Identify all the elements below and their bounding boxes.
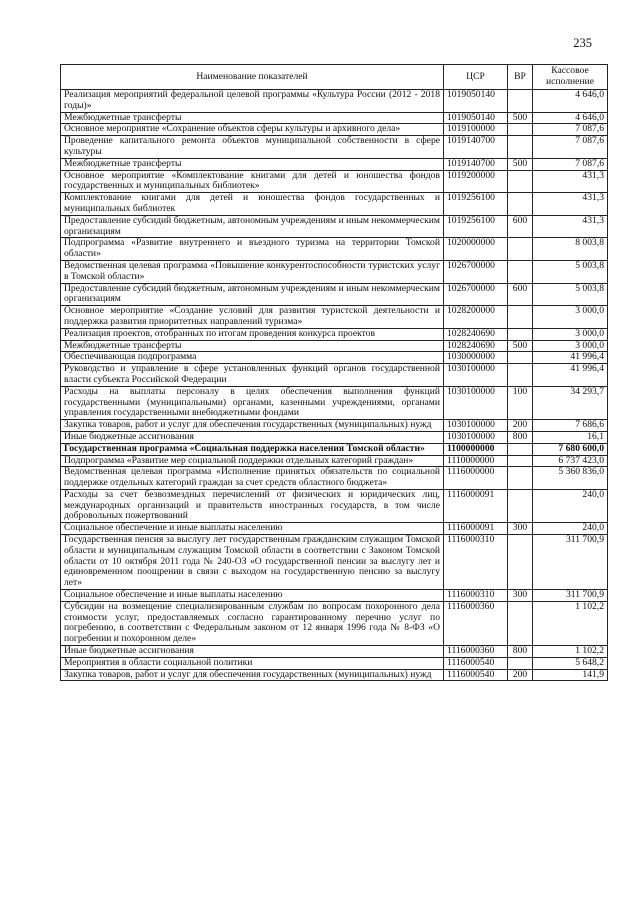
row-amount-cell: 5 648,2 (533, 657, 608, 669)
row-vr-cell (508, 328, 533, 340)
table-header (61, 65, 608, 90)
table-row (61, 340, 608, 352)
table-row (61, 283, 608, 306)
row-amount-cell: 311 700,9 (533, 590, 608, 602)
row-vr-cell (508, 657, 533, 669)
row-vr-cell: 100 (508, 386, 533, 419)
row-csr-cell: 1116000091 (444, 523, 508, 535)
table-body (61, 90, 608, 681)
row-amount-cell: 240,0 (533, 523, 608, 535)
row-csr-cell: 1028200000 (444, 306, 508, 329)
row-amount-cell: 4 646,0 (533, 90, 608, 113)
table-row (61, 443, 608, 455)
table-row (61, 328, 608, 340)
row-amount-cell: 141,9 (533, 669, 608, 681)
row-csr-cell: 1116000540 (444, 669, 508, 681)
row-amount-cell: 240,0 (533, 489, 608, 522)
row-vr-cell: 200 (508, 669, 533, 681)
row-csr-cell: 1019140700 (444, 158, 508, 170)
row-vr-cell (508, 443, 533, 455)
row-vr-cell (508, 467, 533, 490)
row-name-cell: Основное мероприятие «Сохранение объектов сферы культуры и архивного дела» (61, 124, 444, 136)
row-vr-cell (508, 535, 533, 590)
row-csr-cell: 1026700000 (444, 260, 508, 283)
page-number: 235 (573, 36, 592, 50)
table-row (61, 523, 608, 535)
row-vr-cell (508, 601, 533, 645)
row-amount-cell: 431,3 (533, 193, 608, 216)
row-amount-cell: 1 102,2 (533, 601, 608, 645)
row-csr-cell: 1028240690 (444, 340, 508, 352)
row-name-cell: Подпрограмма «Развитие внутреннего и въездного туризма на территории Томской области» (61, 238, 444, 261)
row-name-cell: Реализация проектов, отобранных по итогам проведения конкурса проектов (61, 328, 444, 340)
row-name-cell: Межбюджетные трансферты (61, 158, 444, 170)
row-name-cell: Комплектование книгами для детей и юношества фондов государственных и муниципальных библиотек (61, 193, 444, 216)
row-amount-cell: 8 003,8 (533, 238, 608, 261)
table-row (61, 590, 608, 602)
row-name-cell: Социальное обеспечение и иные выплаты населению (61, 523, 444, 535)
row-name-cell: Иные бюджетные ассигнования (61, 646, 444, 658)
row-csr-cell: 1116000540 (444, 657, 508, 669)
row-name-cell: Проведение капитального ремонта объектов муниципальной собственности в сфере культуры (61, 136, 444, 159)
row-csr-cell: 1019050140 (444, 90, 508, 113)
row-name-cell: Предоставление субсидий бюджетным, автономным учреждениям и иным некоммерческим организациям (61, 283, 444, 306)
row-name-cell: Подпрограмма «Развитие мер социальной поддержки отдельных категорий граждан» (61, 455, 444, 467)
row-vr-cell: 300 (508, 523, 533, 535)
row-name-cell: Основное мероприятие «Создание условий для развития туристской деятельности и поддержка развития приоритетных направлений туризма» (61, 306, 444, 329)
row-amount-cell: 1 102,2 (533, 646, 608, 658)
table-row (61, 112, 608, 124)
row-name-cell: Закупка товаров, работ и услуг для обеспечения государственных (муниципальных) нужд (61, 420, 444, 432)
table-row (61, 657, 608, 669)
row-name-cell: Межбюджетные трансферты (61, 340, 444, 352)
row-vr-cell (508, 306, 533, 329)
row-amount-cell: 7 087,6 (533, 124, 608, 136)
row-vr-cell (508, 90, 533, 113)
table-row (61, 170, 608, 193)
row-name-cell: Предоставление субсидий бюджетным, автономным учреждениям и иным некоммерческим организациям (61, 215, 444, 238)
table-row (61, 364, 608, 387)
table-row (61, 158, 608, 170)
row-vr-cell (508, 489, 533, 522)
table-row (61, 669, 608, 681)
row-amount-cell: 3 000,0 (533, 306, 608, 329)
table-row (61, 193, 608, 216)
row-amount-cell: 16,1 (533, 431, 608, 443)
table-row (61, 646, 608, 658)
row-name-cell: Расходы за счет безвозмездных перечислений от физических и юридических лиц, международных организаций и правительств иностранных государств, в том числе добровольных пожертвований (61, 489, 444, 522)
row-csr-cell: 1100000000 (444, 443, 508, 455)
row-csr-cell: 1116000310 (444, 590, 508, 602)
row-vr-cell: 500 (508, 158, 533, 170)
row-vr-cell (508, 124, 533, 136)
table-row (61, 238, 608, 261)
row-vr-cell (508, 193, 533, 216)
table-row (61, 90, 608, 113)
row-vr-cell: 800 (508, 646, 533, 658)
row-amount-cell: 7 686,6 (533, 420, 608, 432)
table-row (61, 124, 608, 136)
row-amount-cell: 34 293,7 (533, 386, 608, 419)
row-vr-cell (508, 364, 533, 387)
header-name: Наименование показателей (61, 65, 444, 90)
table-row (61, 601, 608, 645)
row-vr-cell (508, 455, 533, 467)
row-csr-cell: 1030100000 (444, 420, 508, 432)
row-csr-cell: 1030100000 (444, 386, 508, 419)
row-name-cell: Социальное обеспечение и иные выплаты населению (61, 590, 444, 602)
row-name-cell: Реализация мероприятий федеральной целевой программы «Культура России (2012 - 2018 годы)» (61, 90, 444, 113)
row-csr-cell: 1019200000 (444, 170, 508, 193)
row-csr-cell: 1116000360 (444, 646, 508, 658)
row-amount-cell: 3 000,0 (533, 340, 608, 352)
row-csr-cell: 1020000000 (444, 238, 508, 261)
row-vr-cell: 500 (508, 340, 533, 352)
row-amount-cell: 431,3 (533, 170, 608, 193)
row-csr-cell: 1116000000 (444, 467, 508, 490)
table-row (61, 467, 608, 490)
row-csr-cell: 1116000310 (444, 535, 508, 590)
row-name-cell: Межбюджетные трансферты (61, 112, 444, 124)
table-row (61, 489, 608, 522)
row-csr-cell: 1019256100 (444, 193, 508, 216)
header-vr: ВР (508, 65, 533, 90)
table-row (61, 386, 608, 419)
row-vr-cell (508, 170, 533, 193)
row-vr-cell (508, 352, 533, 364)
row-amount-cell: 4 646,0 (533, 112, 608, 124)
row-amount-cell: 5 003,8 (533, 283, 608, 306)
header-amount: Кассовое исполнение (533, 65, 608, 90)
row-amount-cell: 5 360 836,0 (533, 467, 608, 490)
row-name-cell: Расходы на выплаты персоналу в целях обеспечения выполнения функций государственными (муниципальными) органами, казенными учреждениями, органами управления государственными внебюджетными фондами (61, 386, 444, 419)
row-csr-cell: 1028240690 (444, 328, 508, 340)
row-name-cell: Государственная пенсия за выслугу лет государственным гражданским служащим Томской области и муниципальным служащим Томской области в соответствии с Законом Томской области от 10 октября 2011 года № 240-ОЗ «О государственной пенсии за выслугу лет и единовременном поощрении в связи с выходом на государственную пенсию за выслугу лет» (61, 535, 444, 590)
table-row (61, 306, 608, 329)
row-vr-cell: 800 (508, 431, 533, 443)
table-row (61, 455, 608, 467)
header-row (61, 65, 608, 90)
row-csr-cell: 1116000360 (444, 601, 508, 645)
row-vr-cell: 600 (508, 215, 533, 238)
table-row (61, 535, 608, 590)
row-csr-cell: 1110000000 (444, 455, 508, 467)
row-amount-cell: 41 996,4 (533, 352, 608, 364)
row-csr-cell: 1026700000 (444, 283, 508, 306)
row-name-cell: Обеспечивающая подпрограмма (61, 352, 444, 364)
row-csr-cell: 1030100000 (444, 364, 508, 387)
row-name-cell: Руководство и управление в сфере установленных функций органов государственной власти субъекта Российской Федерации (61, 364, 444, 387)
row-name-cell: Государственная программа «Социальная поддержка населения Томской области» (61, 443, 444, 455)
row-vr-cell (508, 136, 533, 159)
row-name-cell: Мероприятия в области социальной политики (61, 657, 444, 669)
budget-table (60, 64, 608, 681)
row-vr-cell: 500 (508, 112, 533, 124)
row-amount-cell: 6 737 423,0 (533, 455, 608, 467)
row-vr-cell: 300 (508, 590, 533, 602)
row-name-cell: Основное мероприятие «Комплектование книгами для детей и юношества фондов государственных и муниципальных библиотек» (61, 170, 444, 193)
table-row (61, 431, 608, 443)
row-name-cell: Иные бюджетные ассигнования (61, 431, 444, 443)
table-row (61, 352, 608, 364)
row-vr-cell: 200 (508, 420, 533, 432)
row-amount-cell: 311 700,9 (533, 535, 608, 590)
row-vr-cell (508, 238, 533, 261)
row-name-cell: Ведомственная целевая программа «Повышение конкурентоспособности туристских услуг в Томской области» (61, 260, 444, 283)
row-csr-cell: 1019050140 (444, 112, 508, 124)
row-amount-cell: 3 000,0 (533, 328, 608, 340)
row-csr-cell: 1030000000 (444, 352, 508, 364)
row-vr-cell (508, 260, 533, 283)
table-row (61, 136, 608, 159)
row-amount-cell: 7 087,6 (533, 136, 608, 159)
header-csr: ЦСР (444, 65, 508, 90)
row-csr-cell: 1030100000 (444, 431, 508, 443)
row-csr-cell: 1019100000 (444, 124, 508, 136)
row-csr-cell: 1019140700 (444, 136, 508, 159)
row-amount-cell: 431,3 (533, 215, 608, 238)
row-name-cell: Закупка товаров, работ и услуг для обеспечения государственных (муниципальных) нужд (61, 669, 444, 681)
row-amount-cell: 41 996,4 (533, 364, 608, 387)
row-amount-cell: 5 003,8 (533, 260, 608, 283)
table-row (61, 420, 608, 432)
table-row (61, 260, 608, 283)
row-amount-cell: 7 087,6 (533, 158, 608, 170)
row-name-cell: Ведомственная целевая программа «Исполнение принятых обязательств по социальной поддержке отдельных категорий граждан за счет средств областного бюджета» (61, 467, 444, 490)
row-vr-cell: 600 (508, 283, 533, 306)
row-name-cell: Субсидии на возмещение специализированным службам по вопросам похоронного дела стоимости услуг, предоставляемых согласно гарантированному перечню услуг по погребению, в соответствии с Федеральным законом от 12 января 1996 года № 8-ФЗ «О погребении и похоронном деле» (61, 601, 444, 645)
row-csr-cell: 1116000091 (444, 489, 508, 522)
row-amount-cell: 7 680 600,0 (533, 443, 608, 455)
table-row (61, 215, 608, 238)
row-csr-cell: 1019256100 (444, 215, 508, 238)
